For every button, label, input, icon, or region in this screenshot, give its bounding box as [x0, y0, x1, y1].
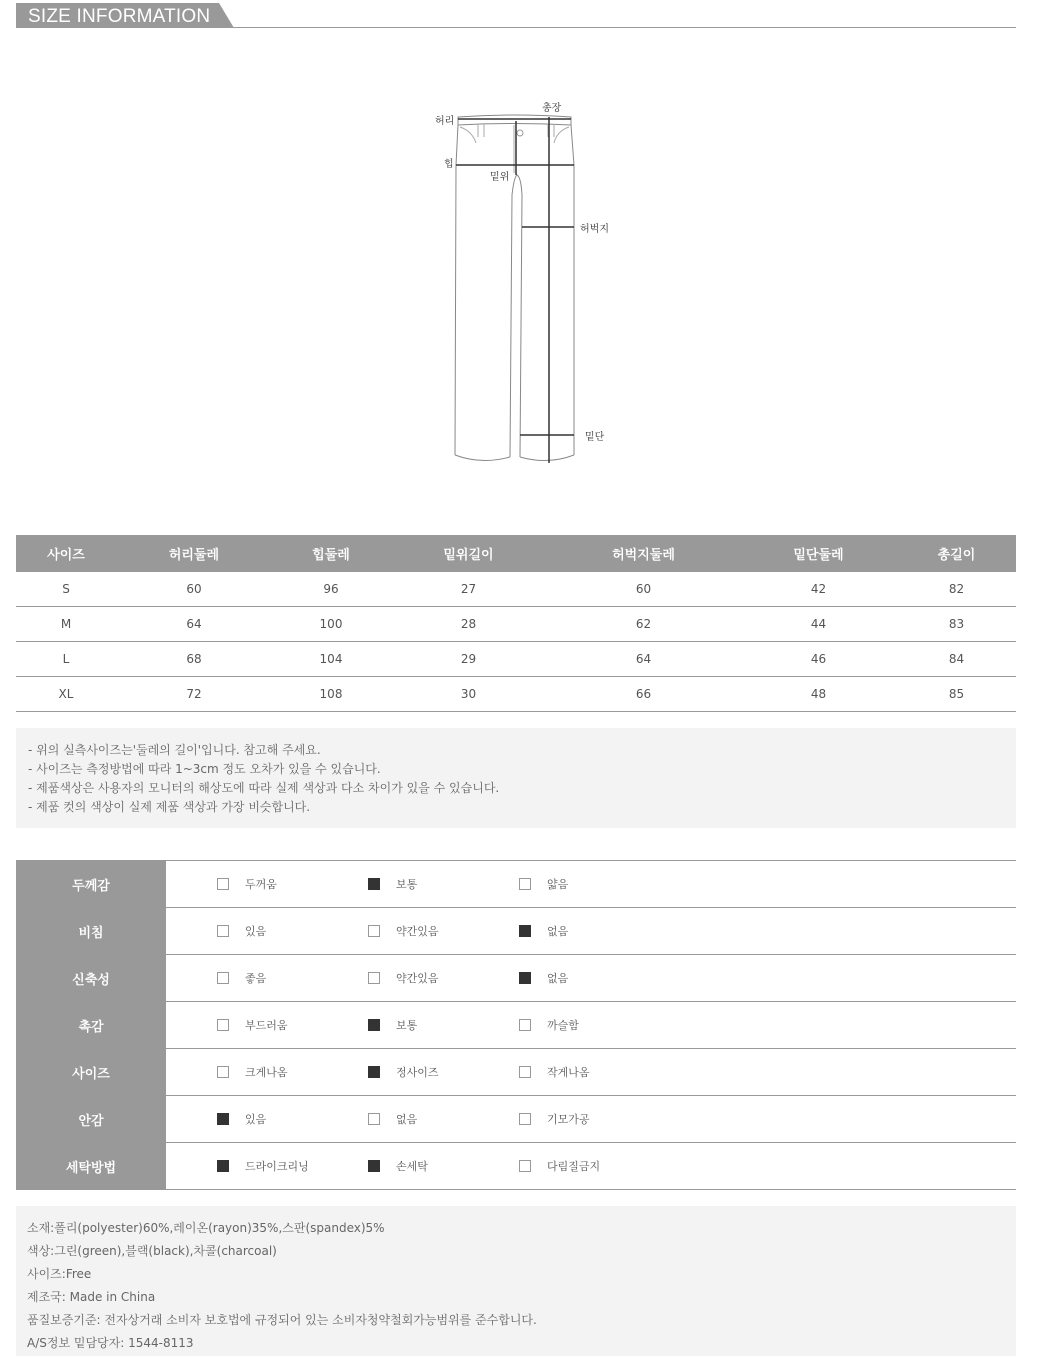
attribute-row	[16, 955, 1016, 1002]
attribute-row	[16, 1002, 1016, 1049]
info-line-size: 사이즈:Free	[27, 1267, 92, 1281]
column-header: 밑위길이	[390, 535, 547, 572]
attribute-option	[217, 1018, 288, 1032]
attribute-label: 신축성	[16, 955, 166, 1001]
attribute-option-label: 얇음	[547, 878, 569, 891]
checked-box-icon	[368, 878, 380, 890]
table-cell: 64	[547, 642, 740, 677]
column-header: 허벅지둘레	[547, 535, 740, 572]
attribute-label: 비침	[16, 908, 166, 954]
attribute-option-label: 보통	[396, 1019, 418, 1032]
table-row	[16, 677, 1016, 712]
unchecked-box-icon	[368, 925, 380, 937]
attribute-option	[217, 877, 277, 891]
table-cell: M	[16, 607, 116, 642]
attribute-option-label: 손세탁	[396, 1160, 428, 1173]
unchecked-box-icon	[519, 1019, 531, 1031]
attribute-option-label: 드라이크리닝	[245, 1160, 309, 1173]
column-header: 밑단둘레	[740, 535, 897, 572]
checked-box-icon	[368, 1019, 380, 1031]
attribute-option-label: 약간있음	[396, 972, 439, 985]
attribute-option	[519, 1018, 579, 1032]
unchecked-box-icon	[368, 972, 380, 984]
attribute-label: 사이즈	[16, 1049, 166, 1095]
size-notes	[16, 728, 1016, 828]
note-line: - 사이즈는 측정방법에 따라 1~3cm 정도 오차가 있을 수 있습니다.	[28, 762, 381, 776]
checked-box-icon	[368, 1160, 380, 1172]
attribute-option-label: 정사이즈	[396, 1066, 439, 1079]
unchecked-box-icon	[217, 925, 229, 937]
attribute-label: 두께감	[16, 861, 166, 907]
info-line-warranty: 품질보증기준: 전자상거래 소비자 보호법에 규정되어 있는 소비자청약철회가능범위를 준수합니다.	[27, 1313, 537, 1327]
product-attribute-table	[16, 860, 1016, 1190]
attribute-option	[217, 1159, 309, 1173]
attribute-label: 세탁방법	[16, 1143, 166, 1189]
diagram-label-waist: 허리	[435, 116, 455, 127]
attribute-option-label: 있음	[245, 1113, 267, 1126]
attribute-row	[16, 1096, 1016, 1143]
pants-measurement-diagram	[420, 95, 640, 470]
table-cell: 84	[897, 642, 1016, 677]
attribute-option-label: 보통	[396, 878, 418, 891]
attribute-option	[217, 1065, 288, 1079]
attribute-option	[368, 971, 439, 985]
attribute-option-label: 약간있음	[396, 925, 439, 938]
table-cell: 30	[390, 677, 547, 712]
table-cell: XL	[16, 677, 116, 712]
unchecked-box-icon	[519, 1066, 531, 1078]
column-header: 총길이	[897, 535, 1016, 572]
table-cell: 85	[897, 677, 1016, 712]
column-header: 힙둘레	[272, 535, 390, 572]
table-cell: 96	[272, 572, 390, 607]
table-cell: 28	[390, 607, 547, 642]
table-row	[16, 642, 1016, 677]
attribute-label: 촉감	[16, 1002, 166, 1048]
table-cell: 83	[897, 607, 1016, 642]
table-cell: 29	[390, 642, 547, 677]
checked-box-icon	[519, 925, 531, 937]
attribute-option-label: 없음	[547, 972, 569, 985]
unchecked-box-icon	[519, 1113, 531, 1125]
table-cell: 68	[116, 642, 272, 677]
attribute-option	[519, 1159, 600, 1173]
section-title: SIZE INFORMATION	[28, 6, 211, 27]
product-info	[16, 1206, 1016, 1356]
checked-box-icon	[217, 1113, 229, 1125]
table-row	[16, 572, 1016, 607]
attribute-option-label: 크게나옴	[245, 1066, 288, 1079]
attribute-option	[217, 1112, 266, 1126]
unchecked-box-icon	[519, 878, 531, 890]
table-cell: 42	[740, 572, 897, 607]
note-line: - 제품 컷의 색상이 실제 제품 색상과 가장 비슷합니다.	[28, 800, 311, 814]
diagram-label-length: 총장	[542, 103, 562, 114]
attribute-row	[16, 1143, 1016, 1190]
section-header	[16, 0, 1016, 30]
attribute-option-label: 다림질금지	[547, 1160, 601, 1173]
diagram-label-rise: 밑위	[490, 172, 510, 183]
attribute-option	[519, 924, 568, 938]
table-cell: 64	[116, 607, 272, 642]
attribute-option-label: 부드러움	[245, 1019, 288, 1032]
table-cell: 46	[740, 642, 897, 677]
unchecked-box-icon	[368, 1113, 380, 1125]
diagram-label-thigh: 허벅지	[580, 224, 609, 235]
info-line-origin: 제조국: Made in China	[27, 1290, 156, 1304]
attribute-option	[368, 1159, 428, 1173]
column-header: 사이즈	[16, 535, 116, 572]
table-cell: 100	[272, 607, 390, 642]
pants-illustration	[420, 95, 640, 470]
attribute-option	[368, 1018, 417, 1032]
table-cell: L	[16, 642, 116, 677]
attribute-option-label: 좋음	[245, 972, 267, 985]
attribute-option-label: 있음	[245, 925, 267, 938]
table-cell: 66	[547, 677, 740, 712]
table-cell: 60	[116, 572, 272, 607]
checked-box-icon	[368, 1066, 380, 1078]
header-divider	[16, 27, 1016, 28]
note-line: - 위의 실측사이즈는'둘레의 길이'입니다. 참고해 주세요.	[28, 743, 321, 757]
attribute-row	[16, 1049, 1016, 1096]
info-line-color: 색상:그린(green),블랙(black),차콜(charcoal)	[27, 1244, 277, 1258]
attribute-option-label: 두꺼움	[245, 878, 277, 891]
size-table-header-row	[16, 535, 1016, 572]
checked-box-icon	[217, 1160, 229, 1172]
info-line-as: A/S정보 밑담당자: 1544-8113	[27, 1336, 194, 1350]
unchecked-box-icon	[217, 1019, 229, 1031]
diagram-label-hip: 힙	[444, 159, 454, 170]
table-cell: 44	[740, 607, 897, 642]
attribute-option	[368, 877, 417, 891]
note-line: - 제품색상은 사용자의 모니터의 해상도에 따라 실제 색상과 다소 차이가 있을 수 있습니다.	[28, 781, 500, 795]
unchecked-box-icon	[217, 1066, 229, 1078]
attribute-option-label: 기모가공	[547, 1113, 590, 1126]
attribute-option-label: 없음	[396, 1113, 418, 1126]
checked-box-icon	[519, 972, 531, 984]
attribute-option	[519, 877, 568, 891]
attribute-row	[16, 908, 1016, 955]
table-cell: 27	[390, 572, 547, 607]
attribute-option	[519, 1112, 590, 1126]
attribute-option	[217, 924, 266, 938]
size-table	[16, 535, 1016, 712]
column-header: 허리둘레	[116, 535, 272, 572]
attribute-option	[217, 971, 266, 985]
table-cell: 82	[897, 572, 1016, 607]
attribute-option	[519, 1065, 590, 1079]
attribute-option	[368, 1065, 439, 1079]
attribute-option	[368, 924, 439, 938]
table-cell: S	[16, 572, 116, 607]
table-cell: 108	[272, 677, 390, 712]
attribute-option	[519, 971, 568, 985]
table-cell: 104	[272, 642, 390, 677]
table-row	[16, 607, 1016, 642]
table-cell: 72	[116, 677, 272, 712]
attribute-label: 안감	[16, 1096, 166, 1142]
table-cell: 60	[547, 572, 740, 607]
diagram-label-hem: 밑단	[585, 432, 605, 443]
unchecked-box-icon	[217, 972, 229, 984]
attribute-option-label: 없음	[547, 925, 569, 938]
unchecked-box-icon	[217, 878, 229, 890]
attribute-row	[16, 861, 1016, 908]
table-cell: 48	[740, 677, 897, 712]
info-line-material: 소재:폴리(polyester)60%,레이온(rayon)35%,스판(spandex)5%	[27, 1221, 385, 1235]
attribute-option-label: 까슬함	[547, 1019, 579, 1032]
attribute-option	[368, 1112, 417, 1126]
unchecked-box-icon	[519, 1160, 531, 1172]
attribute-option-label: 작게나옴	[547, 1066, 590, 1079]
table-cell: 62	[547, 607, 740, 642]
